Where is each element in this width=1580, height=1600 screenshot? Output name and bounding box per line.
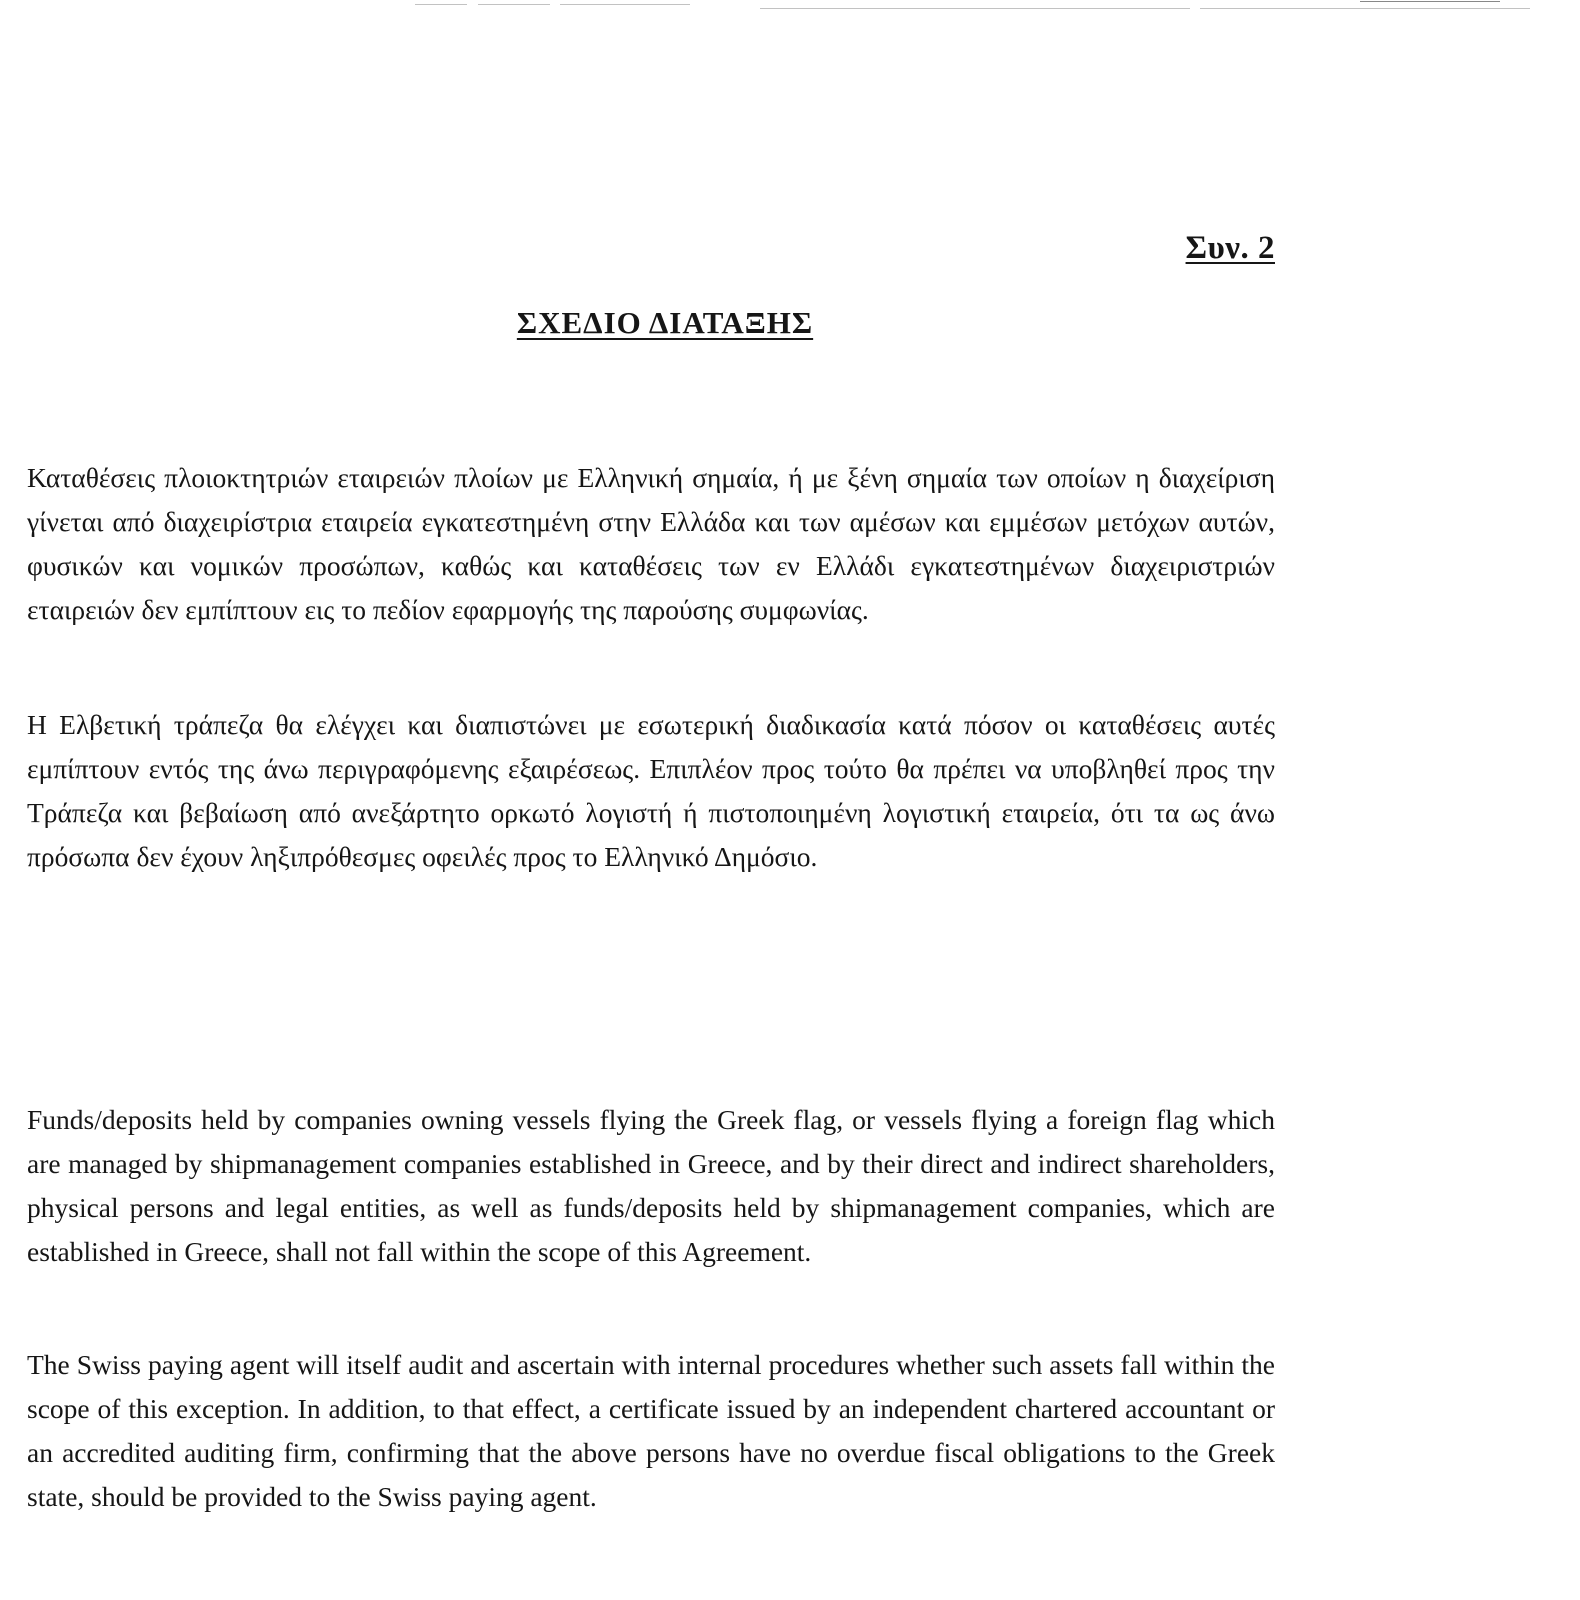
- annex-label: Συν. 2: [1185, 230, 1275, 266]
- greek-paragraph-1: Καταθέσεις πλοιοκτητριών εταιρειών πλοίων με Ελληνική σημαία, ή με ξένη σημαία των οποίων η διαχείριση γίνεται από διαχειρίστρια εταιρεία εγκατεστημένη στην Ελλάδα και των αμέσων και εμμέσων μετόχων αυτών, φυσικών και νομικών προσώπων, καθώς και καταθέσεις των εν Ελλάδι εγκατεστημένων διαχειριστριών εταιρειών δεν εμπίπτουν εις το πεδίον εφαρμογής της παρούσης συμφωνίας.: [27, 462, 1275, 625]
- english-paragraph-1: Funds/deposits held by companies owning vessels flying the Greek flag, or vessels flying a foreign flag which are managed by shipmanagement companies established in Greece, and by their direct and indirect shareholders, physical persons and legal entities, as well as funds/deposits held by shipmanagement companies, which are established in Greece, shall not fall within the scope of this Agreement.: [27, 1104, 1275, 1267]
- greek-paragraph-2: Η Ελβετική τράπεζα θα ελέγχει και διαπιστώνει με εσωτερική διαδικασία κατά πόσον οι καταθέσεις αυτές εμπίπτουν εντός της άνω περιγραφόμενης εξαιρέσεως. Επιπλέον προς τούτο θα πρέπει να υποβληθεί προς την Τράπεζα και βεβαίωση από ανεξάρτητο ορκωτό λογιστή ή πιστοποιημένη λογιστική εταιρεία, ότι τα ως άνω πρόσωπα δεν έχουν ληξιπρόθεσμες οφειλές προς το Ελληνικό Δημόσιο.: [27, 709, 1275, 872]
- english-paragraph-2: The Swiss paying agent will itself audit and ascertain with internal procedures whether such assets fall within the scope of this exception. In addition, to that effect, a certificate issued by an independent chartered accountant or an accredited auditing firm, confirming that the above persons have no overdue fiscal obligations to the Greek state, should be provided to the Swiss paying agent.: [27, 1349, 1275, 1512]
- scan-artifact-line: [1360, 1, 1500, 2]
- scan-artifact-line: [760, 8, 1190, 9]
- scan-artifact-line: [478, 4, 550, 5]
- scan-artifact-line: [415, 4, 467, 5]
- scan-artifact-line: [1200, 8, 1530, 9]
- document-title: ΣΧΕΔΙΟ ΔΙΑΤΑΞΗΣ: [516, 305, 814, 340]
- scan-artifact-line: [560, 4, 690, 5]
